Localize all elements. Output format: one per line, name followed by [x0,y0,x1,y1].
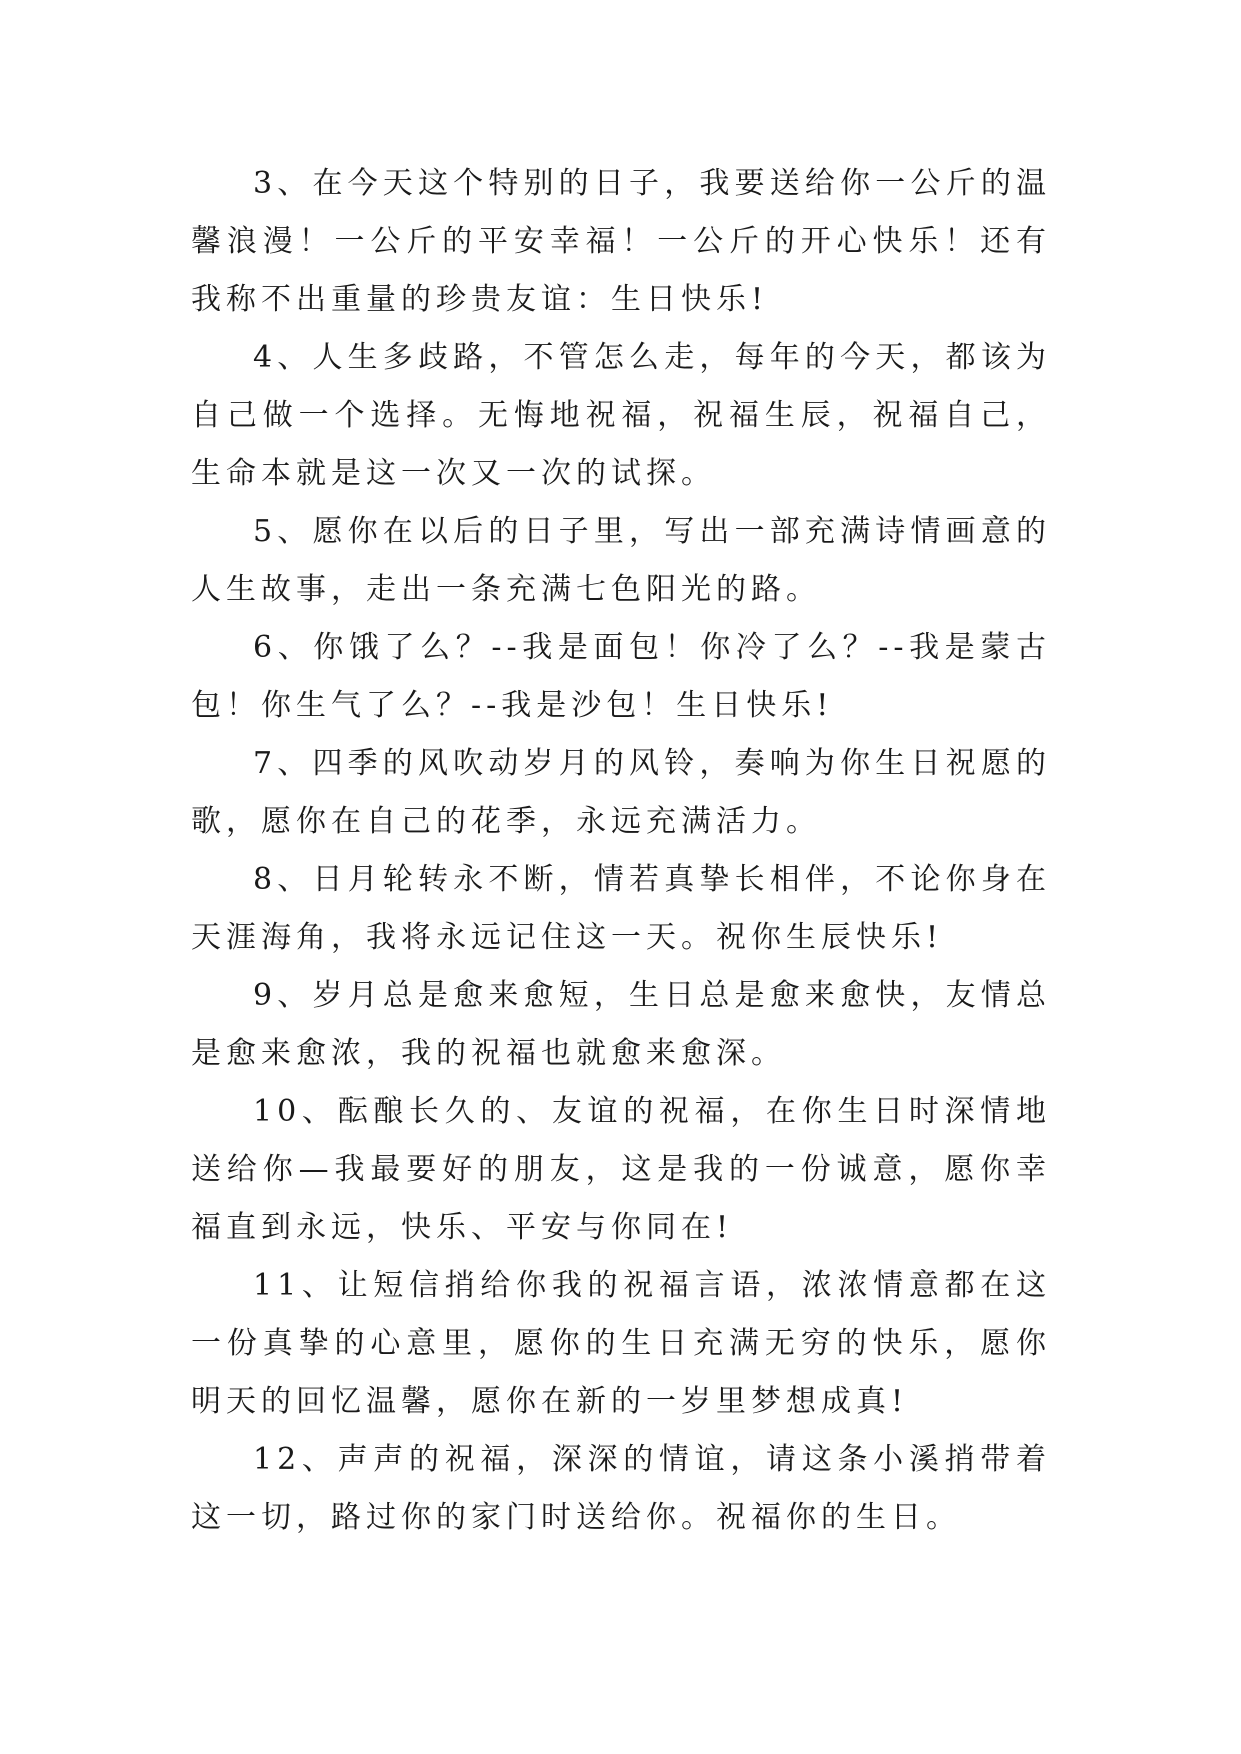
document-body [191,155,1051,1547]
paragraph-6: 6、你饿了么？--我是面包！你冷了么？--我是蒙古包！你生气了么？--我是沙包！生日快乐! [191,630,1051,723]
paragraph-5: 5、愿你在以后的日子里，写出一部充满诗情画意的人生故事，走出一条充满七色阳光的路。 [191,514,1051,607]
paragraph-9: 9、岁月总是愈来愈短，生日总是愈来愈快，友情总是愈来愈浓，我的祝福也就愈来愈深。 [191,978,1051,1071]
paragraph-7: 7、四季的风吹动岁月的风铃，奏响为你生日祝愿的歌，愿你在自己的花季，永远充满活力。 [191,746,1051,839]
paragraph-10: 10、酝酿长久的、友谊的祝福，在你生日时深情地送给你—我最要好的朋友，这是我的一份诚意，愿你幸福直到永远，快乐、平安与你同在! [191,1094,1051,1245]
paragraph-3: 3、在今天这个特别的日子，我要送给你一公斤的温馨浪漫！一公斤的平安幸福！一公斤的开心快乐！还有我称不出重量的珍贵友谊：生日快乐! [191,166,1051,317]
paragraph-11: 11、让短信捎给你我的祝福言语，浓浓情意都在这一份真挚的心意里，愿你的生日充满无穷的快乐，愿你明天的回忆温馨，愿你在新的一岁里梦想成真! [191,1268,1051,1419]
paragraph-4: 4、人生多歧路，不管怎么走，每年的今天，都该为自己做一个选择。无悔地祝福，祝福生辰，祝福自己，生命本就是这一次又一次的试探。 [191,340,1051,491]
paragraph-12: 12、声声的祝福，深深的情谊，请这条小溪捎带着这一切，路过你的家门时送给你。祝福你的生日。 [191,1442,1051,1535]
paragraph-8: 8、日月轮转永不断，情若真挚长相伴，不论你身在天涯海角，我将永远记住这一天。祝你生辰快乐! [191,862,1051,955]
